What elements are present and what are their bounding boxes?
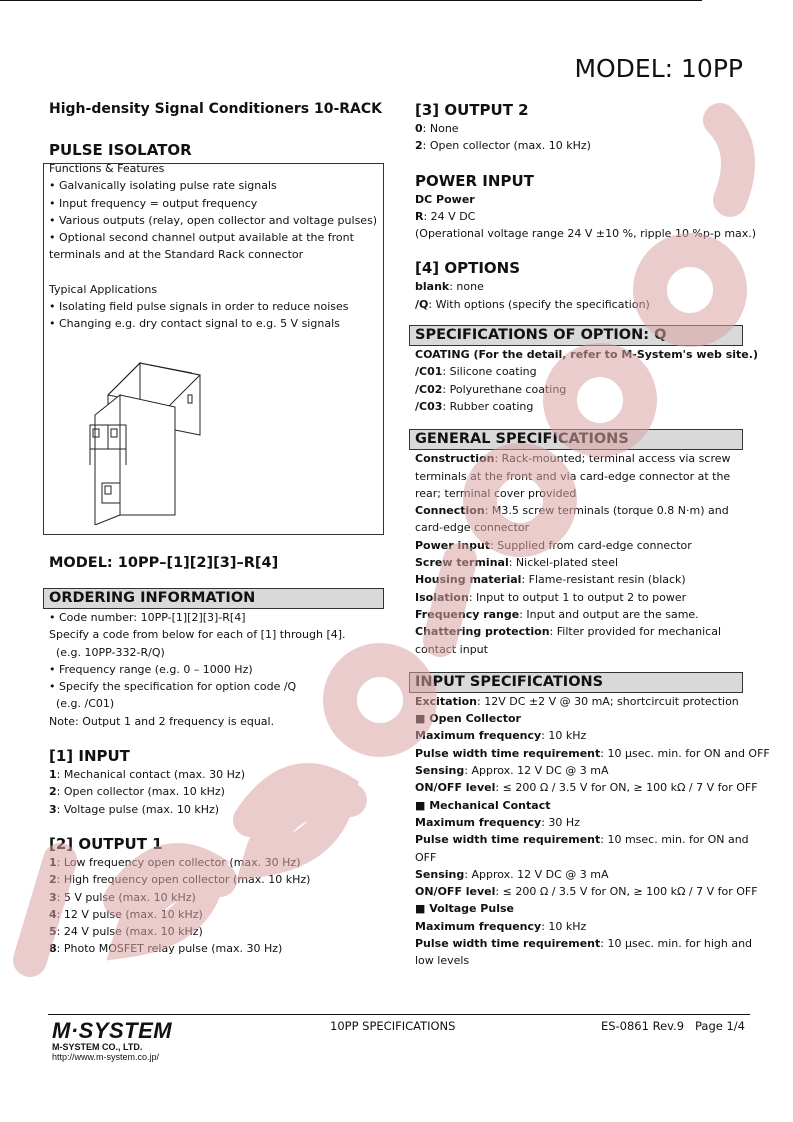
general-title: GENERAL SPECIFICATIONS — [409, 429, 743, 450]
spec-label: ■ Voltage Pulse — [415, 902, 514, 916]
option-text: : 5 V pulse (max. 10 kHz) — [56, 890, 196, 904]
spec-line — [415, 710, 751, 727]
option-code: 2 — [49, 873, 57, 887]
spec-line — [415, 693, 751, 710]
spec-label: Pulse width time requirement — [415, 746, 601, 760]
spec-line — [415, 918, 751, 935]
coating-option — [415, 381, 751, 398]
spec-line — [415, 485, 751, 502]
spec-label: Screw terminal — [415, 556, 509, 570]
output1-option — [49, 940, 384, 957]
spec-value: : 10 kHz — [541, 729, 587, 743]
feature-item: • Galvanically isolating pulse rate signals — [49, 179, 277, 193]
product-title: PULSE ISOLATOR — [49, 141, 192, 159]
spec-label: ■ Open Collector — [415, 712, 521, 726]
option-code: 2 — [49, 785, 57, 799]
option-text: : Polyurethane coating — [442, 382, 567, 396]
spec-label: Frequency range — [415, 607, 520, 621]
spec-value: : Approx. 12 V DC @ 3 mA — [464, 867, 609, 881]
spec-line — [415, 779, 758, 796]
option-code: 0 — [415, 122, 423, 135]
series-title: High-density Signal Conditioners 10-RACK — [49, 101, 383, 117]
spec-line — [415, 762, 751, 779]
spec-line — [415, 502, 751, 519]
ordering-line: (e.g. /C01) — [49, 697, 115, 711]
power-title: POWER INPUT — [415, 171, 534, 190]
ordering-line: Specify a code from below for each of [1] through [4]. — [49, 628, 346, 642]
output1-option — [49, 923, 384, 940]
option-code: /C01 — [415, 365, 443, 379]
input-option — [49, 783, 384, 800]
input-option — [49, 801, 384, 818]
left-column — [49, 100, 384, 956]
spec-label: Sensing — [415, 867, 465, 881]
spec-label: Pulse width time requirement — [415, 833, 601, 847]
option-text: : None — [422, 122, 459, 135]
option-code: /C03 — [415, 399, 443, 413]
spec-label: Excitation — [415, 694, 477, 708]
option-code: blank — [415, 280, 450, 294]
option-text: : Mechanical contact (max. 30 Hz) — [56, 768, 245, 782]
spec-line — [415, 554, 751, 571]
app-item: • Changing e.g. dry contact signal to e.g. 5 V signals — [49, 317, 340, 331]
spec-line — [415, 450, 751, 467]
option-code: 3 — [49, 802, 57, 816]
option-code: R — [415, 209, 424, 223]
feature-item: • Various outputs (relay, open collector and voltage pulses) — [49, 213, 378, 227]
coating-option — [415, 363, 751, 380]
option-text: : High frequency open collector (max. 10 kHz) — [56, 873, 311, 887]
spec-value: : Input and output are the same. — [519, 607, 699, 621]
spec-label: Housing material — [415, 573, 522, 587]
input-title: [1] INPUT — [49, 747, 130, 766]
spec-value: : Approx. 12 V DC @ 3 mA — [464, 764, 609, 778]
option-code: 3 — [49, 890, 57, 904]
spec-label: Maximum frequency — [415, 919, 542, 933]
option-code: /C02 — [415, 382, 443, 396]
spec-line — [415, 571, 751, 588]
ordering-line: (e.g. 10PP-332-R/Q) — [49, 645, 165, 659]
output1-title: [2] OUTPUT 1 — [49, 834, 163, 853]
output1-option — [49, 889, 384, 906]
footer-rule — [48, 1014, 750, 1015]
model-title: MODEL: 10PP — [574, 54, 743, 83]
option-text: : Rubber coating — [442, 399, 534, 413]
option-code: 5 — [49, 925, 57, 939]
spec-line — [415, 883, 758, 900]
spec-line — [415, 537, 751, 554]
spec-label: Maximum frequency — [415, 815, 542, 829]
spec-value: : 10 μsec. min. for high and — [600, 936, 753, 950]
spec-label: Connection — [415, 504, 485, 518]
spec-line — [415, 849, 751, 866]
spec-value: : Flame-resistant resin (black) — [521, 573, 686, 587]
spec-value: : 10 kHz — [541, 919, 587, 933]
spec-value: card-edge connector — [415, 521, 530, 535]
option-code: 1 — [49, 855, 57, 869]
spec-line — [415, 935, 751, 952]
option-code: /Q — [415, 297, 429, 311]
spec-value: : Input to output 1 to output 2 to power — [468, 590, 687, 604]
right-column — [415, 100, 770, 970]
option-code: 2 — [415, 139, 423, 153]
spec-value: : Supplied from card-edge connector — [490, 538, 692, 552]
spec-label: Isolation — [415, 590, 469, 604]
ordering-line: • Code number: 10PP-[1][2][3]-R[4] — [49, 611, 246, 624]
spec-label: ON/OFF level — [415, 885, 496, 899]
output1-option — [49, 854, 384, 871]
coating-title: COATING (For the detail, refer to M-System's web site.) — [415, 348, 758, 362]
ordering-line: • Specify the specification for option code /Q — [49, 680, 297, 694]
output2-option — [415, 120, 751, 137]
spec-value: : 10 μsec. min. for ON and OFF — [600, 746, 770, 760]
power-note: (Operational voltage range 24 V ±10 %, ripple 10 %p-p max.) — [415, 227, 757, 241]
spec-value: : 12V DC ±2 V @ 30 mA; shortcircuit protection — [477, 694, 739, 708]
option-text: : 24 V DC — [423, 209, 476, 223]
spec-value: : ≤ 200 Ω / 3.5 V for ON, ≥ 100 kΩ / 7 V for OFF — [495, 885, 758, 899]
coating-option — [415, 398, 751, 415]
spec-line — [415, 900, 751, 917]
spec-line — [415, 606, 751, 623]
option-text: : Open collector (max. 10 kHz) — [56, 785, 225, 799]
spec-value: terminals at the front and via card-edge connector at the — [415, 469, 731, 483]
options-option — [415, 278, 751, 295]
spec-line — [415, 831, 751, 848]
product-illustration — [80, 355, 210, 525]
app-item: • Isolating field pulse signals in order to reduce noises — [49, 300, 349, 314]
apps-title: Typical Applications — [49, 282, 158, 296]
option-text: : Low frequency open collector (max. 30 Hz) — [56, 855, 301, 869]
options-option — [415, 296, 751, 313]
input-spec-list — [415, 693, 770, 970]
feature-item: • Optional second channel output available at the front — [49, 231, 354, 245]
spec-line — [415, 952, 751, 969]
spec-value: : Filter provided for mechanical — [549, 625, 722, 639]
spec-value: : M3.5 screw terminals (torque 0.8 N·m) and — [484, 504, 729, 518]
option-code: 1 — [49, 768, 57, 782]
option-code: 8 — [49, 942, 57, 956]
spec-line — [415, 519, 751, 536]
output1-option — [49, 871, 384, 888]
spec-value: : 30 Hz — [541, 815, 580, 829]
spec-line — [415, 866, 751, 883]
spec-label: Power input — [415, 538, 491, 552]
top-rule — [0, 0, 702, 1]
spec-line — [415, 814, 751, 831]
output2-title: [3] OUTPUT 2 — [415, 101, 529, 119]
company-url: http://www.m-system.co.jp/ — [52, 1052, 160, 1062]
spec-label: Pulse width time requirement — [415, 936, 601, 950]
option-text: : 24 V pulse (max. 10 kHz) — [56, 925, 203, 939]
doc-reference: ES-0861 Rev.9 Page 1/4 — [600, 1019, 745, 1033]
ordering-line: • Frequency range (e.g. 0 – 1000 Hz) — [49, 662, 253, 676]
option-text: : Photo MOSFET relay pulse (max. 30 Hz) — [56, 942, 283, 956]
spec-q-title: SPECIFICATIONS OF OPTION: Q — [409, 325, 743, 346]
output2-option — [415, 137, 751, 154]
spec-value: OFF — [415, 850, 437, 864]
option-text: : 12 V pulse (max. 10 kHz) — [56, 907, 203, 921]
spec-label: Sensing — [415, 764, 465, 778]
option-text: : Silicone coating — [442, 365, 537, 379]
spec-line — [415, 623, 751, 640]
company-logo: M·SYSTEM — [52, 1018, 173, 1043]
options-title: [4] OPTIONS — [415, 259, 521, 278]
ordering-title: ORDERING INFORMATION — [43, 588, 384, 609]
spec-value: : Nickel-plated steel — [508, 556, 619, 570]
spec-value: contact input — [415, 642, 488, 656]
spec-value: : Rack-mounted; terminal access via screw — [494, 452, 731, 466]
input-option — [49, 766, 384, 783]
spec-value: rear; terminal cover provided — [415, 486, 577, 500]
option-text: : Voltage pulse (max. 10 kHz) — [56, 802, 220, 816]
input-spec-title: INPUT SPECIFICATIONS — [409, 672, 743, 693]
spec-line — [415, 589, 751, 606]
option-text: : With options (specify the specification) — [428, 297, 650, 311]
spec-line — [415, 727, 751, 744]
power-option — [415, 208, 751, 225]
spec-line — [415, 468, 751, 485]
spec-value: low levels — [415, 954, 470, 968]
ordering-line: Note: Output 1 and 2 frequency is equal. — [49, 714, 275, 728]
option-code: 4 — [49, 907, 57, 921]
option-text: : Open collector (max. 10 kHz) — [422, 139, 591, 153]
spec-label: ■ Mechanical Contact — [415, 798, 551, 812]
general-list — [415, 450, 751, 658]
features-title: Functions & Features — [49, 162, 165, 175]
feature-item: terminals and at the Standard Rack connector — [49, 248, 304, 262]
spec-line — [415, 745, 770, 762]
model-code: MODEL: 10PP–[1][2][3]–R[4] — [49, 555, 279, 571]
spec-line — [415, 797, 751, 814]
company-name: M-SYSTEM CO., LTD. — [52, 1042, 143, 1052]
spec-label: Construction — [415, 452, 495, 466]
doc-title: 10PP SPECIFICATIONS — [330, 1019, 456, 1033]
spec-label: ON/OFF level — [415, 781, 496, 795]
spec-value: : ≤ 200 Ω / 3.5 V for ON, ≥ 100 kΩ / 7 V for OFF — [495, 781, 758, 795]
power-subtitle: DC Power — [415, 192, 475, 206]
spec-value: : 10 msec. min. for ON and — [600, 833, 749, 847]
spec-label: Maximum frequency — [415, 729, 542, 743]
option-text: : none — [449, 280, 484, 294]
spec-label: Chattering protection — [415, 625, 550, 639]
spec-line — [415, 641, 751, 658]
feature-item: • Input frequency = output frequency — [49, 196, 258, 210]
output1-option — [49, 906, 384, 923]
